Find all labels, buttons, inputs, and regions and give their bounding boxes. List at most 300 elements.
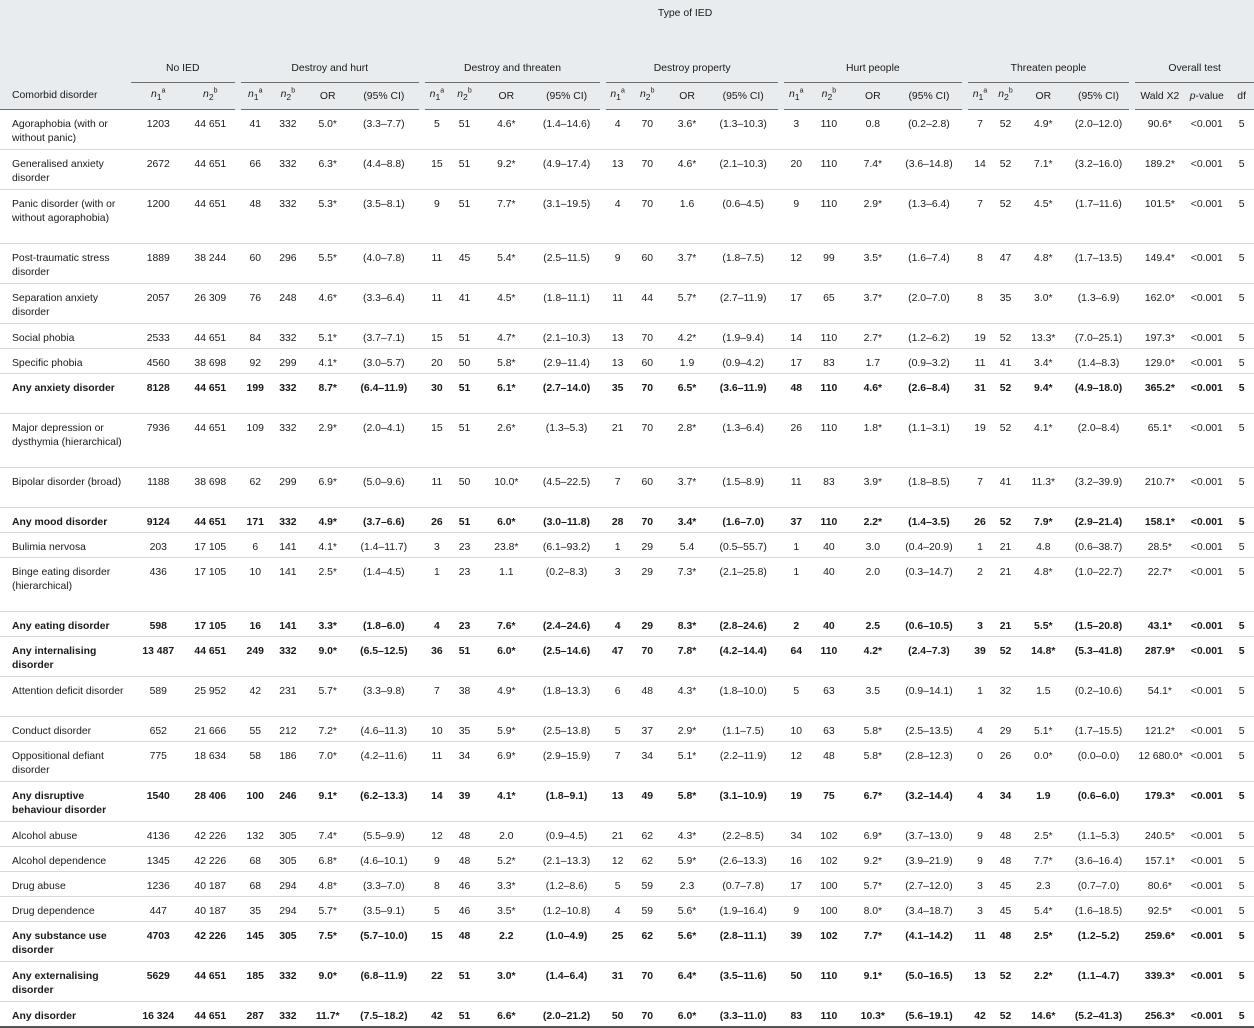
- row-label: Bulimia nervosa: [12, 542, 86, 553]
- cell-n2: 110: [820, 119, 838, 130]
- cell-ci: (0.2–10.6): [1074, 686, 1123, 697]
- cell-n2: 102: [820, 856, 838, 867]
- cell-wald: 28.5*: [1147, 542, 1172, 553]
- cell-ci: (1.6–7.4): [908, 253, 950, 264]
- cell-ci: (4.2–14.4): [719, 646, 767, 657]
- cell-no-ied-n1: 16 324: [142, 1011, 175, 1022]
- cell-ci: (3.6–11.9): [719, 383, 767, 394]
- cell-n2: 100: [820, 906, 838, 917]
- cell-or: 5.7*: [318, 686, 337, 697]
- cell-or: 4.8*: [318, 881, 337, 892]
- cell-or: 7.3*: [677, 567, 697, 578]
- row-label: Alcohol abuse: [12, 831, 78, 842]
- cell-n2: 48: [999, 856, 1012, 867]
- cell-ci: (0.9–4.2): [722, 358, 764, 369]
- cell-ci: (4.4–8.8): [363, 159, 405, 170]
- cell-ci: (1.7–13.5): [1074, 253, 1123, 264]
- cell-n1: 92: [249, 358, 261, 369]
- cell-n2: 99: [823, 253, 835, 264]
- cell-no-ied-n1: 589: [149, 686, 167, 697]
- col-or: OR: [1019, 83, 1068, 110]
- cell-ci: (5.7–10.0): [360, 931, 408, 942]
- cell-ci: (1.1–7.5): [722, 726, 764, 737]
- cell-ci: (1.4–6.4): [545, 971, 588, 982]
- cell-n2: 48: [999, 931, 1012, 942]
- cell-n2: 40: [823, 621, 835, 632]
- cell-ci: (1.2–6.2): [908, 333, 950, 344]
- cell-df: 5: [1238, 1011, 1245, 1022]
- cell-n1: 84: [249, 333, 261, 344]
- cell-ci: (3.2–39.9): [1074, 477, 1123, 488]
- cell-or: 6.6*: [497, 1011, 516, 1022]
- cell-or: 10.3*: [860, 1011, 885, 1022]
- cell-n1: 47: [611, 646, 624, 657]
- cell-n2: 51: [458, 119, 471, 130]
- cell-n1: 5: [793, 686, 800, 697]
- cell-ci: (3.1–19.5): [542, 199, 591, 210]
- cell-n1: 287: [246, 1011, 264, 1022]
- cell-or: 3.3*: [318, 621, 337, 632]
- cell-n1: 31: [611, 971, 624, 982]
- cell-n1: 13: [974, 971, 986, 982]
- cell-or: 6.0*: [497, 517, 516, 528]
- cell-n2: 50: [458, 477, 471, 488]
- cell-wald: 240.5*: [1144, 831, 1175, 842]
- cell-n2: 52: [999, 517, 1012, 528]
- cell-pvalue: <0.001: [1190, 751, 1223, 762]
- cell-n1: 7: [434, 686, 440, 697]
- cell-n2: 63: [823, 726, 835, 737]
- cell-or: 6.9*: [318, 477, 337, 488]
- cell-n1: 3: [977, 621, 983, 632]
- cell-n1: 8: [977, 293, 983, 304]
- cell-df: 5: [1238, 856, 1245, 867]
- cell-pvalue: <0.001: [1190, 383, 1223, 394]
- cell-n1: 21: [611, 831, 624, 842]
- cell-ci: (2.6–8.4): [908, 383, 950, 394]
- col-comorbid-disorder: Comorbid disorder: [0, 83, 131, 110]
- cell-or: 3.7*: [677, 477, 697, 488]
- cell-or: 4.1*: [497, 791, 516, 802]
- cell-ci: (2.9–15.9): [542, 751, 591, 762]
- cell-ci: (6.8–11.9): [360, 971, 408, 982]
- cell-df: 5: [1238, 906, 1245, 917]
- cell-or: 3.5*: [497, 906, 516, 917]
- cell-or: 2.0: [865, 567, 881, 578]
- cell-pvalue: <0.001: [1190, 881, 1223, 892]
- cell-n2: 110: [820, 646, 838, 657]
- cell-ci: (2.5–13.8): [542, 726, 591, 737]
- cell-or: 3.3*: [497, 881, 516, 892]
- row-label: Specific phobia: [12, 358, 83, 369]
- cell-n1: 11: [431, 751, 443, 762]
- cell-or: 11.7*: [315, 1011, 340, 1022]
- cell-ci: (1.2–8.6): [545, 881, 588, 892]
- cell-n1: 20: [790, 159, 803, 170]
- cell-df: 5: [1238, 358, 1245, 369]
- cell-n2: 23: [458, 621, 471, 632]
- cell-or: 4.1*: [318, 542, 337, 553]
- cell-n1: 1: [977, 686, 983, 697]
- cell-ci: (6.4–11.9): [360, 383, 408, 394]
- cell-or: 13.3*: [1031, 333, 1056, 344]
- cell-ci: (3.2–14.4): [905, 791, 953, 802]
- cell-n1: 1: [977, 542, 983, 553]
- column-header-row: [0, 83, 1254, 110]
- cell-or: 3.5: [865, 686, 881, 697]
- cell-df: 5: [1238, 931, 1245, 942]
- cell-df: 5: [1238, 293, 1245, 304]
- cell-ci: (6.5–12.5): [360, 646, 408, 657]
- row-label: Bipolar disorder (broad): [12, 477, 122, 488]
- cell-ci: (2.1–13.3): [542, 856, 591, 867]
- cell-ci: (3.9–21.9): [905, 856, 953, 867]
- cell-ci: (2.4–24.6): [542, 621, 591, 632]
- cell-or: 4.9*: [318, 517, 337, 528]
- cell-ci: (0.9–4.5): [545, 831, 588, 842]
- row-label: Drug abuse: [12, 881, 66, 892]
- cell-wald: 22.7*: [1147, 567, 1172, 578]
- cell-or: 7.0*: [318, 751, 337, 762]
- cell-pvalue: <0.001: [1190, 358, 1223, 369]
- cell-n2: 332: [279, 517, 297, 528]
- cell-n1: 2: [977, 567, 983, 578]
- cell-ci: (6.2–13.3): [360, 791, 408, 802]
- cell-n2: 110: [820, 159, 838, 170]
- cell-n2: 70: [641, 199, 653, 210]
- cell-n1: 13: [611, 333, 624, 344]
- cell-ci: (2.0–12.0): [1074, 119, 1123, 130]
- cell-wald: 365.2*: [1144, 383, 1175, 394]
- cell-no-ied-n1: 4560: [146, 358, 170, 369]
- cell-n2: 231: [279, 686, 297, 697]
- cell-n1: 6: [614, 686, 621, 697]
- cell-n1: 9: [434, 856, 440, 867]
- cell-or: 5.1*: [1034, 726, 1053, 737]
- cell-or: 9.1*: [318, 791, 337, 802]
- cell-or: 4.6*: [497, 119, 516, 130]
- cell-no-ied-n2: 17 105: [194, 542, 227, 553]
- cell-or: 5.8*: [677, 791, 697, 802]
- cell-ci: (3.6–16.4): [1074, 856, 1123, 867]
- cell-or: 2.7*: [863, 333, 883, 344]
- cell-or: 4.3*: [677, 686, 697, 697]
- table-row: [0, 190, 1254, 244]
- cell-n2: 51: [458, 159, 471, 170]
- cell-or: 7.5*: [318, 931, 337, 942]
- cell-or: 5.4*: [1034, 906, 1053, 917]
- cell-or: 7.7*: [497, 199, 516, 210]
- cell-pvalue: <0.001: [1190, 931, 1223, 942]
- cell-ci: (0.3–14.7): [905, 567, 953, 578]
- cell-no-ied-n1: 4703: [146, 931, 170, 942]
- cell-n1: 14: [790, 333, 803, 344]
- cell-wald: 101.5*: [1144, 199, 1175, 210]
- cell-n2: 62: [641, 831, 653, 842]
- cell-ci: (1.8–6.0): [363, 621, 405, 632]
- cell-ci: (1.0–22.7): [1074, 567, 1123, 578]
- cell-ci: (5.0–9.6): [363, 477, 405, 488]
- cell-ci: (2.8–12.3): [905, 751, 953, 762]
- cell-df: 5: [1238, 383, 1245, 394]
- cell-n2: 60: [641, 358, 653, 369]
- cell-ci: (3.3–7.0): [363, 881, 405, 892]
- cell-n1: 39: [974, 646, 986, 657]
- col-n1: $n_1^a$: [425, 83, 450, 110]
- cell-n1: 60: [249, 253, 261, 264]
- cell-pvalue: <0.001: [1190, 542, 1223, 553]
- cell-ci: (1.8–11.1): [543, 293, 590, 304]
- cell-ci: (2.2–11.9): [719, 751, 767, 762]
- cell-ci: (3.7–6.6): [363, 517, 405, 528]
- cell-n2: 70: [641, 119, 653, 130]
- cell-n2: 70: [641, 383, 653, 394]
- cell-n2: 332: [279, 333, 297, 344]
- cell-n2: 37: [641, 726, 653, 737]
- cell-n2: 51: [458, 423, 471, 434]
- cell-no-ied-n1: 4136: [146, 831, 170, 842]
- table-row: [0, 717, 1254, 742]
- cell-ci: (3.7–13.0): [905, 831, 953, 842]
- cell-n1: 7: [614, 477, 621, 488]
- cell-n2: 29: [641, 542, 653, 553]
- group-header-hurt-people: Hurt people: [784, 32, 962, 83]
- cell-n1: 5: [434, 119, 440, 130]
- cell-ci: (2.0–7.0): [908, 293, 950, 304]
- cell-n2: 332: [279, 971, 297, 982]
- table-row: [0, 822, 1254, 847]
- cell-or: 6.4*: [677, 971, 697, 982]
- cell-no-ied-n1: 1345: [146, 856, 170, 867]
- cell-ci: (1.8–7.5): [722, 253, 764, 264]
- cell-wald: 210.7*: [1144, 477, 1175, 488]
- table-header: [0, 0, 1254, 110]
- cell-n2: 141: [279, 567, 297, 578]
- row-label: Generalised anxiety disorder: [12, 159, 104, 184]
- cell-wald: 121.2*: [1144, 726, 1175, 737]
- cell-or: 5.8*: [497, 358, 516, 369]
- cell-n2: 51: [458, 383, 471, 394]
- cell-ci: (0.4–20.9): [905, 542, 953, 553]
- cell-n1: 10: [431, 726, 443, 737]
- cell-n2: 23: [458, 567, 471, 578]
- cell-no-ied-n1: 436: [149, 567, 167, 578]
- cell-ci: (1.3–10.3): [719, 119, 767, 130]
- col-or: OR: [666, 83, 709, 110]
- cell-n2: 51: [458, 517, 471, 528]
- cell-n2: 34: [999, 791, 1012, 802]
- cell-n1: 19: [974, 333, 986, 344]
- cell-n2: 100: [820, 881, 838, 892]
- cell-or: 4.2*: [863, 646, 883, 657]
- cell-ci: (2.7–12.0): [905, 881, 953, 892]
- cell-ci: (1.3–5.3): [545, 423, 588, 434]
- cell-n1: 42: [249, 686, 261, 697]
- cell-wald: 90.6*: [1147, 119, 1172, 130]
- cell-ci: (1.9–16.4): [719, 906, 767, 917]
- cell-n1: 12: [790, 253, 803, 264]
- cell-n1: 28: [611, 517, 624, 528]
- cell-n1: 11: [431, 293, 443, 304]
- row-label: Any disorder: [12, 1011, 77, 1022]
- cell-n2: 52: [999, 333, 1012, 344]
- cell-n2: 332: [279, 119, 297, 130]
- cell-n2: 51: [458, 333, 471, 344]
- cell-ci: (1.4–8.3): [1077, 358, 1120, 369]
- cell-or: 1.9: [679, 358, 695, 369]
- cell-n1: 20: [431, 358, 443, 369]
- cell-or: 5.5*: [318, 253, 337, 264]
- row-label: Major depression or dysthymia (hierarchical): [12, 423, 122, 448]
- cell-or: 3.7*: [677, 253, 697, 264]
- cell-no-ied-n2: 26 309: [194, 293, 227, 304]
- cell-pvalue: <0.001: [1190, 477, 1223, 488]
- cell-ci: (0.6–38.7): [1074, 542, 1123, 553]
- cell-n1: 10: [790, 726, 803, 737]
- row-label: Alcohol dependence: [12, 856, 107, 867]
- group-header-overall-test: Overall test: [1135, 32, 1254, 83]
- col-ci: (95% CI): [708, 83, 777, 110]
- cell-ci: (1.4–11.7): [360, 542, 408, 553]
- cell-n1: 9: [977, 856, 983, 867]
- cell-or: 2.0: [499, 831, 514, 842]
- cell-df: 5: [1238, 542, 1245, 553]
- row-label: Separation anxiety disorder: [12, 293, 99, 318]
- row-label: Oppositional defiant disorder: [12, 751, 104, 776]
- cell-ci: (1.8–8.5): [908, 477, 950, 488]
- cell-n2: 45: [458, 253, 471, 264]
- cell-wald: 197.3*: [1144, 333, 1175, 344]
- cell-or: 4.8*: [1034, 253, 1053, 264]
- cell-or: 5.7*: [677, 293, 697, 304]
- cell-n2: 52: [999, 159, 1012, 170]
- cell-n1: 17: [790, 293, 803, 304]
- cell-ci: (2.9–21.4): [1074, 517, 1123, 528]
- cell-pvalue: <0.001: [1190, 119, 1223, 130]
- col-n1: $n_1^a$: [968, 83, 993, 110]
- table-row: [0, 110, 1254, 150]
- cell-n2: 35: [458, 726, 471, 737]
- table-row: [0, 677, 1254, 717]
- cell-pvalue: <0.001: [1190, 621, 1223, 632]
- cell-or: 7.1*: [1034, 159, 1053, 170]
- row-label: Any externalising disorder: [12, 971, 99, 996]
- cell-or: 4.9*: [1034, 119, 1053, 130]
- cell-n2: 52: [999, 1011, 1012, 1022]
- cell-or: 8.0*: [863, 906, 883, 917]
- row-label: Any disruptive behaviour disorder: [12, 791, 107, 816]
- cell-ci: (2.8–11.1): [719, 931, 767, 942]
- type-of-ied-header: Type of IED: [657, 7, 713, 19]
- table-row: [0, 637, 1254, 677]
- cell-n2: 296: [279, 253, 297, 264]
- cell-df: 5: [1238, 333, 1245, 344]
- cell-n2: 294: [279, 881, 297, 892]
- cell-no-ied-n2: 44 651: [194, 971, 227, 982]
- cell-ci: (4.1–14.2): [905, 931, 953, 942]
- group-header-destroy-and-hurt: Destroy and hurt: [241, 32, 419, 83]
- cell-n2: 70: [641, 159, 653, 170]
- cell-n2: 39: [458, 791, 471, 802]
- cell-ci: (1.6–18.5): [1074, 906, 1123, 917]
- cell-n2: 29: [999, 726, 1012, 737]
- cell-ci: (1.8–13.3): [542, 686, 591, 697]
- cell-no-ied-n2: 42 226: [194, 856, 227, 867]
- cell-or: 9.2*: [863, 856, 883, 867]
- cell-ci: (3.5–8.1): [363, 199, 405, 210]
- cell-or: 2.3: [1036, 881, 1051, 892]
- cell-pvalue: <0.001: [1190, 831, 1223, 842]
- cell-n1: 11: [431, 253, 443, 264]
- cell-n2: 332: [279, 646, 297, 657]
- cell-wald: 149.4*: [1144, 253, 1175, 264]
- cell-ci: (2.8–24.6): [719, 621, 767, 632]
- cell-no-ied-n1: 775: [149, 751, 167, 762]
- cell-no-ied-n2: 44 651: [194, 517, 227, 528]
- cell-n2: 62: [641, 856, 653, 867]
- cell-or: 1.6: [679, 199, 695, 210]
- cell-or: 6.1*: [497, 383, 516, 394]
- cell-ci: (4.6–11.3): [360, 726, 408, 737]
- cell-n1: 171: [246, 517, 264, 528]
- cell-or: 4.1*: [1034, 423, 1053, 434]
- cell-df: 5: [1238, 646, 1245, 657]
- col-n1: $n_1^a$: [784, 83, 809, 110]
- cell-or: 9.1*: [863, 971, 883, 982]
- cell-or: 3.4*: [1034, 358, 1053, 369]
- col-pvalue: p-value: [1184, 83, 1229, 110]
- row-label: Any eating disorder: [12, 621, 110, 632]
- cell-or: 7.9*: [1034, 517, 1053, 528]
- cell-ci: (3.0–11.8): [543, 517, 590, 528]
- cell-wald: 256.3*: [1144, 1011, 1175, 1022]
- cell-ci: (0.7–7.8): [722, 881, 764, 892]
- cell-or: 5.9*: [497, 726, 516, 737]
- col-ci: (95% CI): [533, 83, 600, 110]
- cell-wald: 54.1*: [1147, 686, 1172, 697]
- cell-n1: 34: [790, 831, 803, 842]
- cell-no-ied-n2: 40 187: [194, 906, 227, 917]
- cell-n2: 38: [458, 686, 471, 697]
- cell-or: 0.8: [865, 119, 881, 130]
- cell-ci: (4.9–17.4): [542, 159, 591, 170]
- cell-or: 2.6*: [497, 423, 516, 434]
- cell-n2: 70: [641, 423, 653, 434]
- cell-or: 4.8: [1036, 542, 1051, 553]
- cell-ci: (4.0–7.8): [363, 253, 405, 264]
- cell-ci: (3.3–9.8): [363, 686, 405, 697]
- cell-or: 1.1: [499, 567, 514, 578]
- col-or: OR: [849, 83, 896, 110]
- cell-wald: 179.3*: [1144, 791, 1175, 802]
- cell-n1: 13: [611, 791, 624, 802]
- cell-n1: 9: [793, 199, 800, 210]
- cell-pvalue: <0.001: [1190, 333, 1223, 344]
- cell-no-ied-n1: 1188: [147, 477, 170, 488]
- cell-or: 0.0*: [1034, 751, 1053, 762]
- cell-n2: 102: [820, 831, 838, 842]
- cell-ci: (1.6–7.0): [722, 517, 764, 528]
- cell-or: 2.5*: [1034, 931, 1053, 942]
- col-ci: (95% CI): [896, 83, 961, 110]
- cell-ci: (1.3–6.9): [1077, 293, 1120, 304]
- cell-ci: (1.4–3.5): [908, 517, 950, 528]
- cell-n2: 29: [641, 621, 653, 632]
- row-label: Post-traumatic stress disorder: [12, 253, 110, 278]
- cell-or: 23.8*: [494, 542, 519, 553]
- cell-n1: 42: [974, 1011, 986, 1022]
- cell-n2: 50: [458, 358, 471, 369]
